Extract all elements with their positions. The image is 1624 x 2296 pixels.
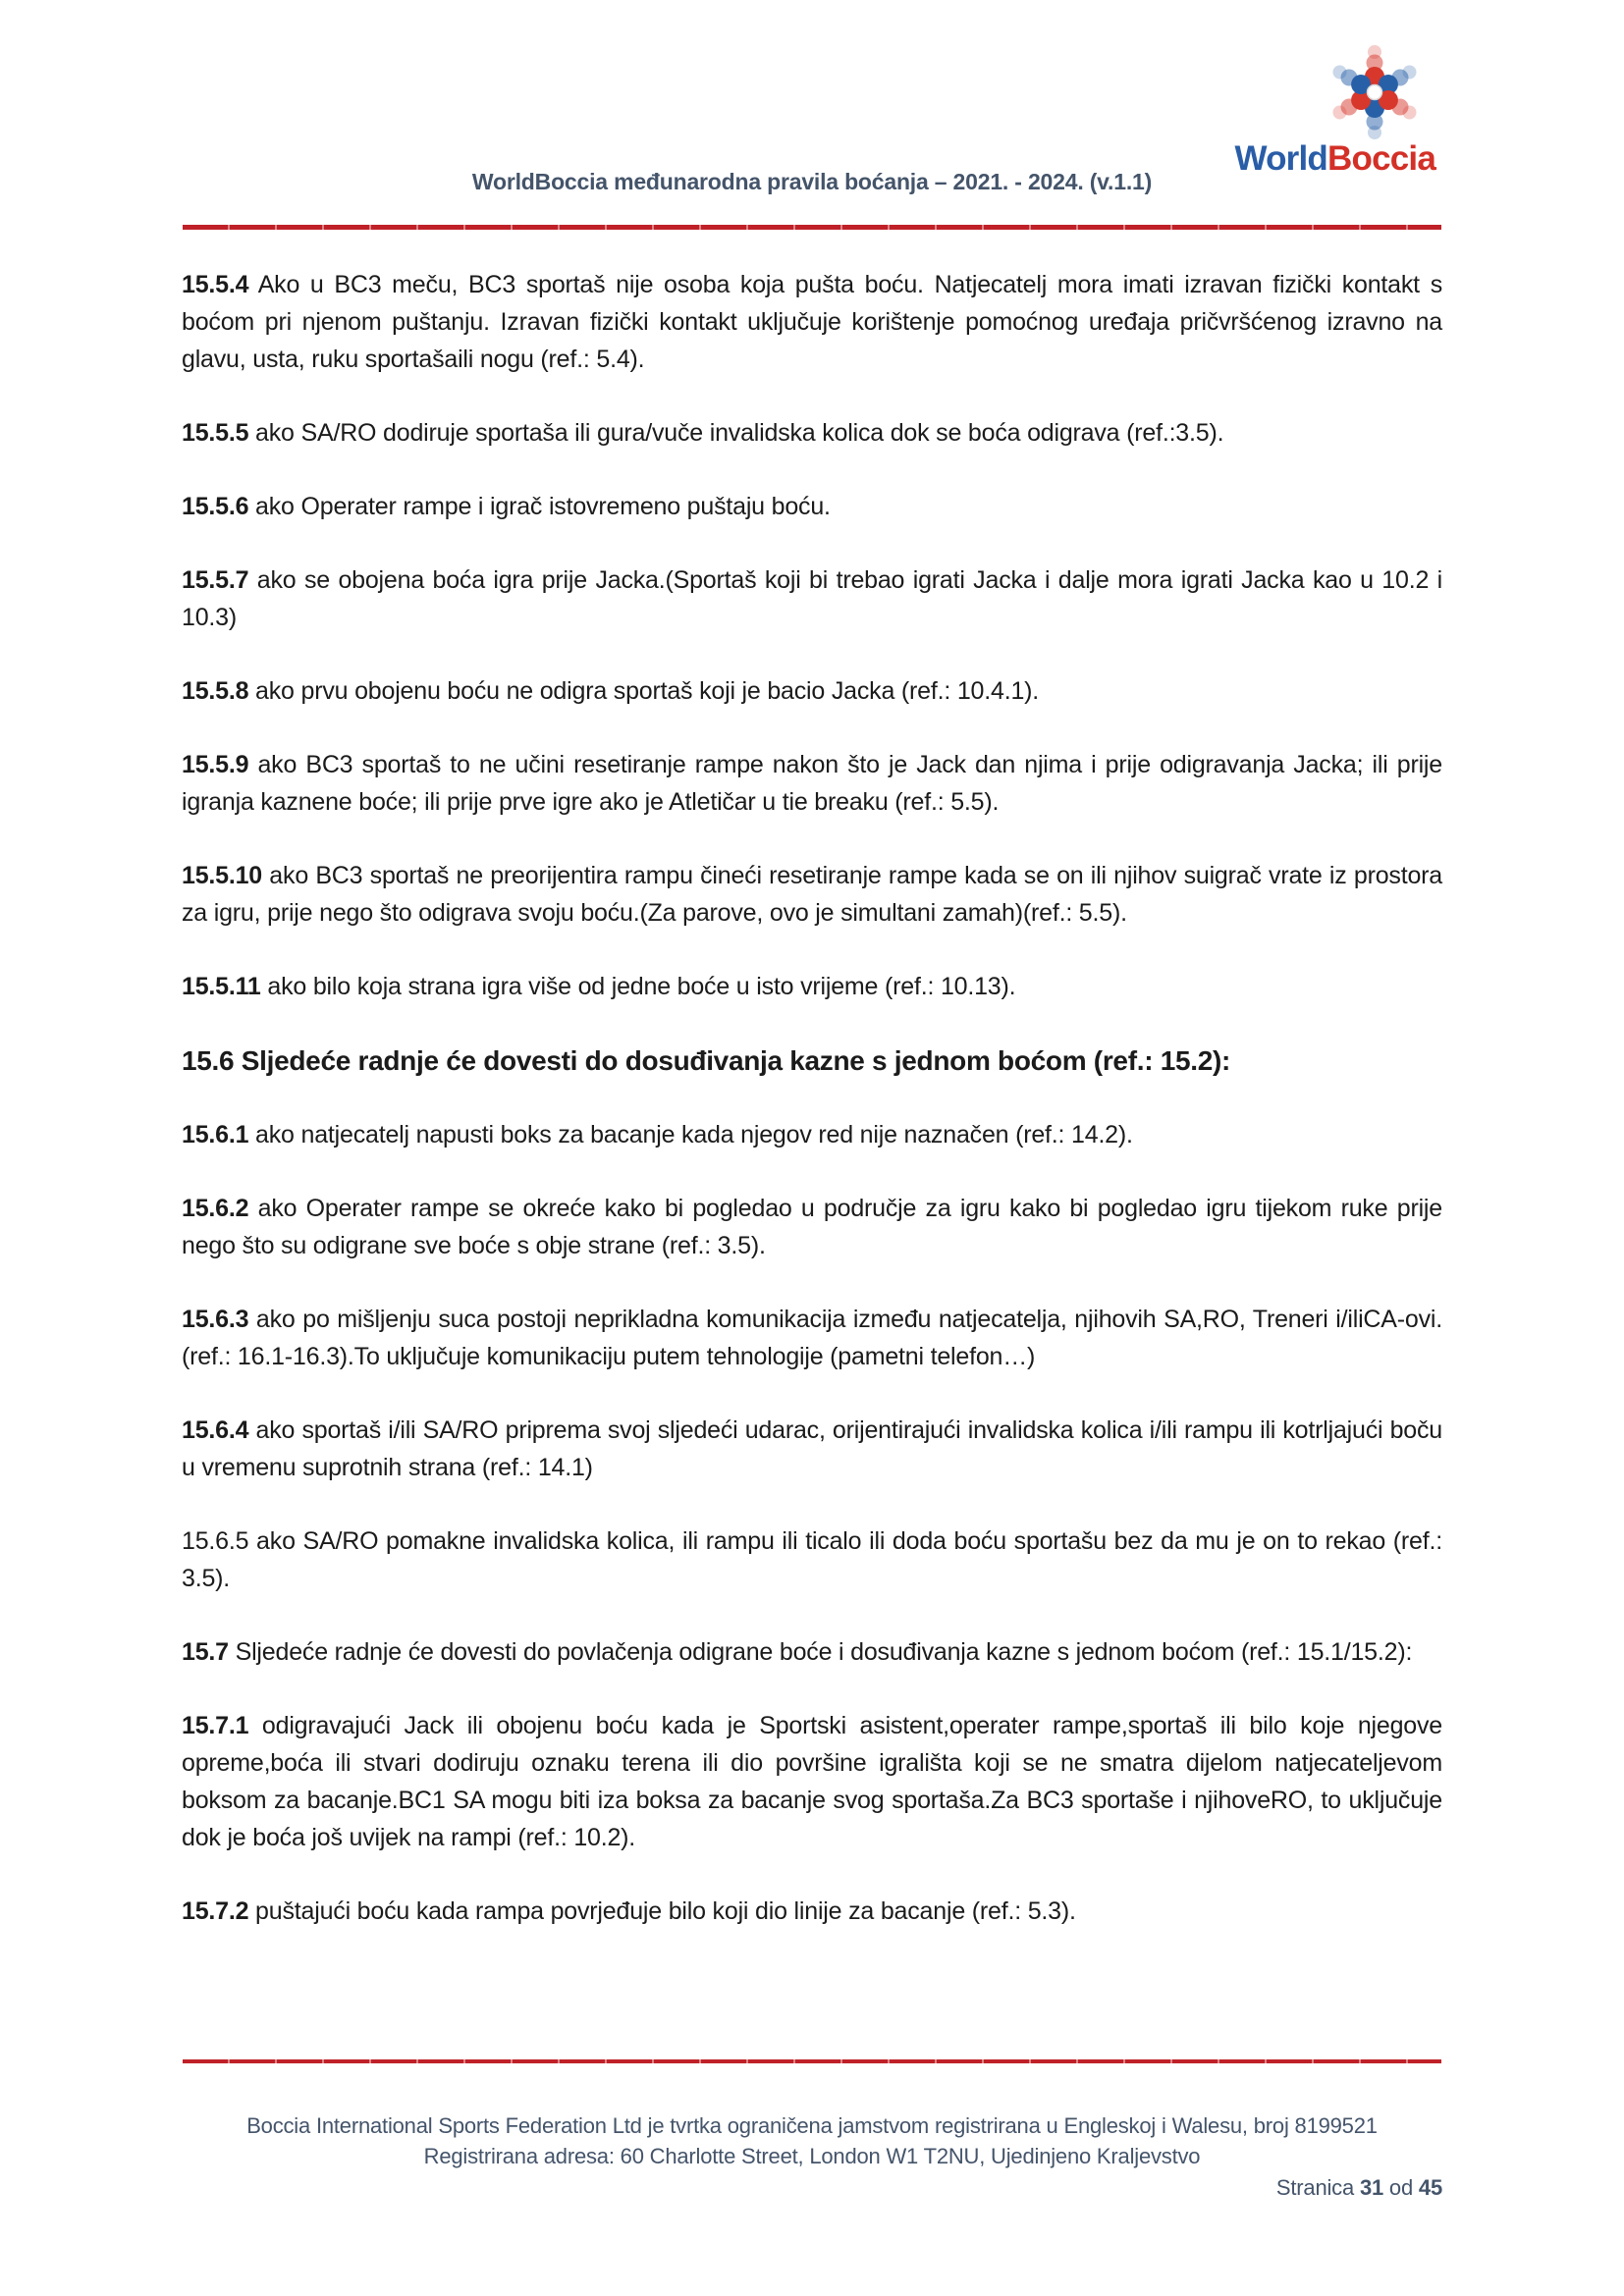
- rule-number: 15.6.4: [182, 1416, 249, 1444]
- rule-number: 15.5.9: [182, 751, 249, 778]
- rule-text: Sljedeće radnje će dovesti do povlačenja odigrane boće i dosuđivanja kazne s jednom boćom (ref.: 15.1/15.2):: [228, 1638, 1413, 1666]
- footer-company-line: Boccia International Sports Federation Ltd je tvrtka ograničena jamstvom registrirana u Engleskoj i Walesu, broj 8199521: [246, 2113, 1378, 2138]
- document-footer: [182, 2110, 1442, 2203]
- rule-paragraph: [182, 266, 1442, 378]
- rule-text: ako sportaš i/ili SA/RO priprema svoj sljedeći udarac, orijentirajući invalidska kolica i/ili rampu ili kotrljajući boču u vremenu suprotnih strana (ref.: 14.1): [182, 1416, 1442, 1481]
- rule-text: ako BC3 sportaš ne preorijentira rampu čineći resetiranje rampe kada se on ili njihov suigrač vrate iz prostora za igru, prije nego što odigrava svoju boću.(Za parove, ovo je simultani zamah)(ref.: 5.5).: [182, 862, 1442, 927]
- rule-number: 15.6.2: [182, 1195, 249, 1222]
- rule-paragraph: [182, 746, 1442, 821]
- rule-paragraph: [182, 857, 1442, 932]
- rule-paragraph: [182, 561, 1442, 636]
- rule-text: ako bilo koja strana igra više od jedne boće u isto vrijeme (ref.: 10.13).: [260, 973, 1016, 1000]
- page-label: Stranica: [1275, 2175, 1360, 2200]
- footer-rule: [183, 2059, 1441, 2063]
- logo-word-boccia: Boccia: [1327, 139, 1435, 178]
- rule-text: ako Operater rampe se okreće kako bi pogledao u područje za igru kako bi pogledao igru tijekom ruke prije nego što su odigrane sve boće s obje strane (ref.: 3.5).: [182, 1195, 1442, 1259]
- rule-text: Sljedeće radnje će dovesti do dosuđivanja kazne s jednom boćom (ref.: 15.2):: [234, 1045, 1231, 1076]
- rule-text: ako se obojena boća igra prije Jacka.(Sportaš koji bi trebao igrati Jacka i dalje mora igrati Jacka kao u 10.2 i 10.3): [182, 566, 1442, 631]
- rule-paragraph: [182, 968, 1442, 1005]
- page-of-label: od: [1383, 2175, 1419, 2200]
- rule-number: 15.5.4: [182, 271, 249, 298]
- rule-paragraph: [182, 1116, 1442, 1153]
- logo-word-world: World: [1234, 139, 1328, 178]
- rule-number: 15.7.2: [182, 1897, 249, 1925]
- document-body: [182, 266, 1442, 1966]
- rule-text: ako natjecatelj napusti boks za bacanje kada njegov red nije naznačen (ref.: 14.2).: [248, 1121, 1133, 1148]
- page-total: 45: [1418, 2175, 1442, 2200]
- page-current: 31: [1359, 2175, 1384, 2200]
- rule-paragraph: [182, 1190, 1442, 1264]
- rule-number: 15.5.10: [182, 862, 263, 889]
- rule-paragraph: [182, 1522, 1442, 1597]
- rule-number: 15.7: [182, 1638, 229, 1666]
- footer-address-line: Registrirana adresa: 60 Charlotte Street, London W1 T2NU, Ujedinjeno Kraljevstvo: [423, 2144, 1201, 2168]
- rule-text: Ako u BC3 meču, BC3 sportaš nije osoba koja pušta boću. Natjecatelj mora imati izravan fizički kontakt s boćom pri njenom puštanju. Izravan fizički kontakt uključuje korištenje pomoćnog uređaja pričvršćenog izravno na glavu, usta, ruku sportašaili nogu (ref.: 5.4).: [182, 271, 1442, 373]
- rule-number: 15.5.8: [182, 677, 249, 705]
- worldboccia-logo: [1223, 45, 1435, 176]
- rule-number: 15.6.5: [182, 1527, 249, 1555]
- rule-paragraph: [182, 1893, 1442, 1930]
- rule-text: puštajući boću kada rampa povrjeđuje bilo koji dio linije za bacanje (ref.: 5.3).: [248, 1897, 1076, 1925]
- section-heading: [182, 1041, 1442, 1081]
- rule-text: odigravajući Jack ili obojenu boću kada je Sportski asistent,operater rampe,sportaš ili bilo koje njegove opreme,boća ili stvari dodiruju oznaku terena ili dio površine igrališta koji se ne smatra dijelom natjecateljevom boksom za bacanje.BC1 SA mogu biti iza boksa za bacanje svog sportaša.Za BC3 sportaše i njihoveRO, to uključuje dok je boća još uvijek na rampi (ref.: 10.2).: [182, 1712, 1442, 1851]
- rule-number: 15.7.1: [182, 1712, 249, 1739]
- rule-number: 15.5.11: [182, 973, 261, 1000]
- document-title: WorldBoccia međunarodna pravila boćanja – 2021. - 2024. (v.1.1): [471, 169, 1153, 194]
- rule-number: 15.6.3: [182, 1306, 249, 1333]
- logo-flower-icon: [1327, 45, 1422, 139]
- rule-number: 15.6.1: [182, 1121, 249, 1148]
- rule-paragraph: [182, 1707, 1442, 1856]
- rule-paragraph: [182, 414, 1442, 452]
- footer-page-number: [182, 2172, 1442, 2203]
- rule-text: ako Operater rampe i igrač istovremeno puštaju boću.: [248, 493, 831, 520]
- header-rule: [183, 225, 1441, 230]
- rule-paragraph: [182, 672, 1442, 710]
- rule-paragraph: [182, 1412, 1442, 1486]
- rule-text: ako SA/RO pomakne invalidska kolica, ili rampu ili ticalo ili doda boću sportašu bez da mu je on to rekao (ref.: 3.5).: [182, 1527, 1442, 1592]
- rule-paragraph: [182, 488, 1442, 525]
- rule-number: 15.5.7: [182, 566, 249, 594]
- rule-text: ako prvu obojenu boću ne odigra sportaš koji je bacio Jacka (ref.: 10.4.1).: [248, 677, 1040, 705]
- rule-paragraph: [182, 1633, 1442, 1671]
- rule-text: ako SA/RO dodiruje sportaša ili gura/vuče invalidska kolica dok se boća odigrava (ref.:3.5).: [248, 419, 1224, 447]
- rule-text: ako po mišljenju suca postoji neprikladna komunikacija između natjecatelja, njihovih SA,RO, Treneri i/iliCA-ovi.(ref.: 16.1-16.3).To uključuje komunikaciju putem tehnologije (pametni telefon…): [182, 1306, 1442, 1370]
- rule-number: 15.5.5: [182, 419, 249, 447]
- rule-number: 15.5.6: [182, 493, 249, 520]
- rule-number: 15.6: [182, 1045, 235, 1076]
- rule-paragraph: [182, 1301, 1442, 1375]
- rule-text: ako BC3 sportaš to ne učini resetiranje rampe nakon što je Jack dan njima i prije odigravanja Jacka; ili prije igranja kaznene boće; ili prije prve igre ako je Atletičar u tie breaku (ref.: 5.5).: [182, 751, 1442, 816]
